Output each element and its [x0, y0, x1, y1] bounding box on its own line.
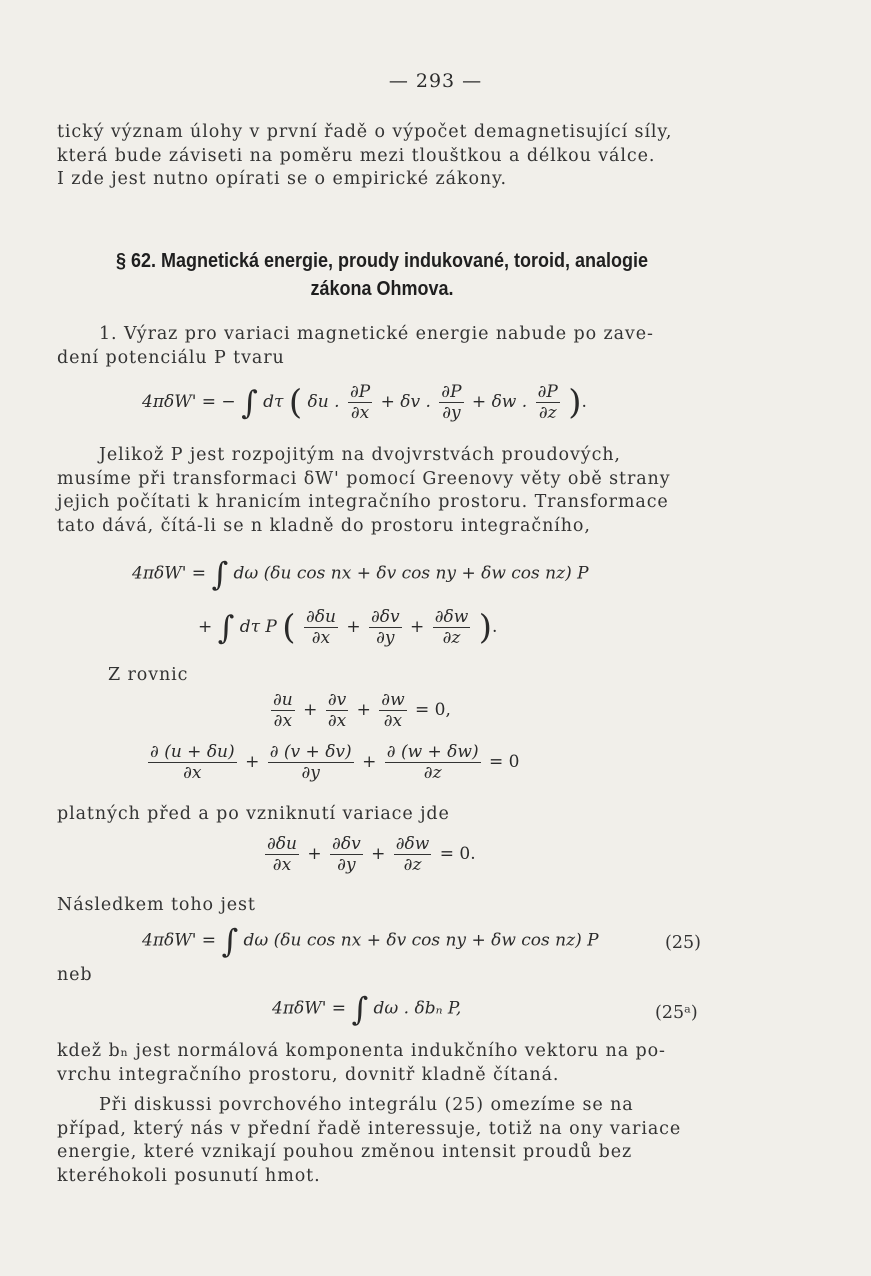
paragraph-line: jejich počítati k hranicím integračního prostoru. Transformace: [57, 492, 669, 512]
section-heading-line: zákona Ohmova.: [310, 278, 454, 300]
eq-term: δu .: [307, 392, 340, 412]
eq-dtau: dτ: [263, 392, 284, 412]
fraction: $\frac{\partial v}{\partial x}$: [327, 690, 347, 731]
paren-open: (: [288, 382, 303, 423]
fraction: $\frac{\partial\delta v}{\partial y}$: [332, 834, 361, 875]
paragraph-line: vrchu integračního prostoru, dovnitř kladně čítaná.: [57, 1064, 560, 1085]
paragraph-line: energie, které vznikají pouhou změnou intensit proudů bez: [57, 1142, 633, 1162]
fraction: $\frac{\partial\delta w}{\partial z}$: [395, 834, 430, 875]
eq-lhs: 4πδW' =: [142, 930, 217, 951]
paragraph-5: [57, 1040, 707, 1087]
intro-line: tický význam úlohy v první řadě o výpočet demagnetisující síly,: [57, 122, 673, 142]
equation-number: (25ᵃ): [655, 1003, 698, 1023]
fraction: $\frac{\partial P}{\partial z}$: [537, 382, 558, 423]
paragraph-line: kteréhokoli posunutí hmot.: [57, 1165, 321, 1186]
page-number: — 293 —: [388, 70, 483, 92]
fraction: $\frac{\partial\delta u}{\partial x}$: [267, 834, 297, 875]
eq-term: + δw .: [471, 392, 528, 412]
equation-3: [198, 607, 497, 648]
paren-close: ): [568, 382, 582, 423]
paren-close: ): [478, 607, 492, 648]
paragraph-line: musíme při transformaci δW' pomocí Greenovy věty obě strany: [57, 468, 671, 489]
neb-label: neb: [57, 965, 93, 985]
intro-paragraph: [57, 121, 707, 192]
fraction: $\frac{\partial (u + \delta u)}{\partial x}$: [150, 742, 235, 783]
integral-sign: ∫: [351, 990, 369, 1028]
eq-plus: +: [362, 752, 377, 772]
paragraph-line: dení potenciálu P tvaru: [57, 347, 285, 368]
eq-plus: +: [198, 617, 213, 637]
eq-plus: +: [346, 617, 361, 637]
eq-plus: +: [356, 700, 371, 720]
integral-sign: ∫: [217, 608, 235, 647]
fraction: $\frac{\partial\delta w}{\partial z}$: [434, 607, 469, 648]
paragraph-line: případ, který nás v přední řadě interessuje, totiž na ony variace: [57, 1118, 682, 1139]
eq-body: dω . δbₙ P,: [373, 998, 462, 1019]
paragraph-6: [57, 1094, 707, 1188]
eq-dtau: dτ P: [239, 617, 277, 637]
eq-lhs: 4πδW' =: [272, 998, 347, 1019]
section-heading-line: § 62. Magnetická energie, proudy indukované, toroid, analogie: [115, 250, 649, 272]
eq-plus: +: [307, 844, 322, 864]
eq-end: .: [491, 617, 498, 637]
paragraph-line: Jelikož P jest rozpojitým na dvojvrstvách proudových,: [99, 445, 621, 465]
z-rovnic-label: Z rovnic: [108, 665, 189, 685]
paragraph-line: Při diskussi povrchového integrálu (25) omezíme se na: [99, 1095, 634, 1115]
equation-25: [142, 922, 599, 960]
eq-lhs: 4πδW' = −: [142, 392, 236, 412]
eq-lhs: 4πδW' =: [132, 563, 207, 584]
eq-rhs: = 0: [489, 752, 520, 772]
eq-plus: +: [303, 700, 318, 720]
fraction: $\frac{\partial w}{\partial x}$: [381, 690, 405, 731]
equation-number: (25): [665, 933, 701, 953]
eq-plus: +: [245, 752, 260, 772]
paragraph-4: Následkem toho jest: [57, 895, 256, 915]
eq-plus: +: [371, 844, 386, 864]
eq-term: + δv .: [380, 392, 431, 412]
fraction: $\frac{\partial u}{\partial x}$: [273, 690, 293, 731]
eq-plus: +: [410, 617, 425, 637]
eq-body: dω (δu cos nx + δv cos ny + δw cos nz) P: [233, 563, 589, 584]
fraction: $\frac{\partial P}{\partial y}$: [441, 382, 462, 423]
paragraph-line: kdež bₙ jest normálová komponenta indukčního vektoru na po-: [57, 1041, 666, 1061]
intro-line: která bude záviseti na poměru mezi tlouštkou a délkou válce.: [57, 145, 656, 166]
equation-5: [145, 742, 519, 783]
intro-line: I zde jest nutno opírati se o empirické zákony.: [57, 169, 507, 189]
equation-4: [268, 690, 451, 731]
equation-25a: [272, 990, 462, 1028]
integral-sign: ∫: [221, 922, 239, 960]
fraction: $\frac{\partial P}{\partial x}$: [349, 382, 371, 423]
paragraph-1: [57, 323, 707, 370]
paragraph-line: tato dává, čítá-li se n kladně do prostoru integračního,: [57, 515, 591, 536]
paragraph-line: 1. Výraz pro variaci magnetické energie nabude po zave-: [99, 324, 654, 344]
fraction: $\frac{\partial\delta v}{\partial y}$: [371, 607, 400, 648]
fraction: $\frac{\partial (v + \delta v)}{\partial y}$: [269, 742, 352, 783]
section-heading: [90, 247, 675, 303]
fraction: $\frac{\partial (w + \delta w)}{\partial z}$: [386, 742, 479, 783]
integral-sign: ∫: [211, 555, 229, 593]
paragraph-2: [57, 444, 707, 538]
equation-1: [142, 382, 587, 423]
eq-rhs: = 0.: [439, 844, 476, 864]
paren-open: (: [282, 607, 296, 648]
integral-sign: ∫: [241, 383, 258, 422]
eq-rhs: = 0,: [415, 700, 451, 720]
equation-6: [262, 834, 476, 875]
fraction: $\frac{\partial\delta u}{\partial x}$: [305, 607, 336, 648]
eq-body: dω (δu cos nx + δv cos ny + δw cos nz) P: [243, 930, 599, 951]
eq-end: .: [581, 392, 587, 412]
paragraph-3: platných před a po vzniknutí variace jde: [57, 804, 450, 824]
equation-2: [132, 555, 589, 593]
